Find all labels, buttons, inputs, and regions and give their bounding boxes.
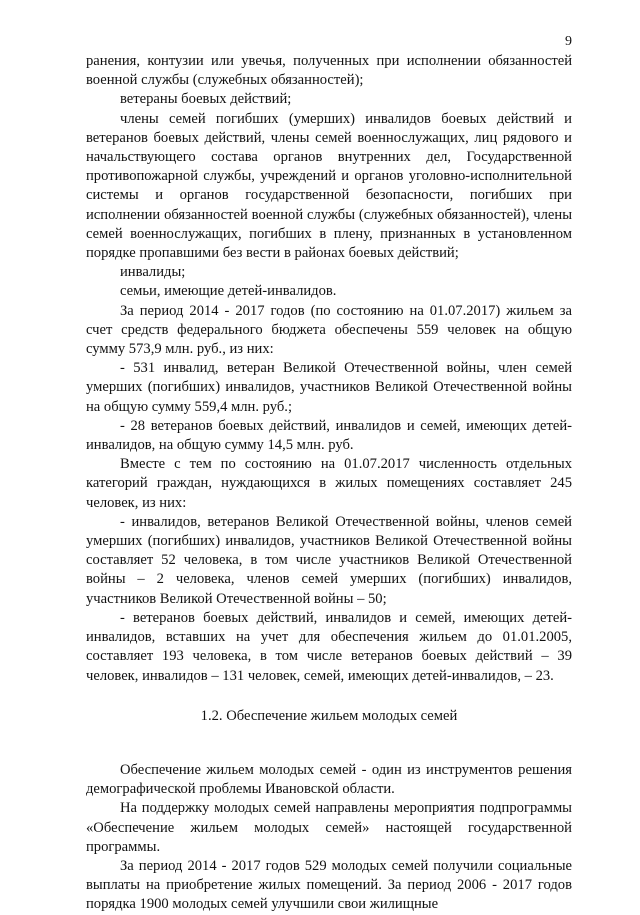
- page-body: [86, 52, 572, 915]
- paragraph: ранения, контузии или увечья, полученных при исполнении обязанностей военной службы (служебных обязанностей);: [86, 53, 572, 89]
- paragraph: На поддержку молодых семей направлены мероприятия подпрограммы «Обеспечение жильем молодых семей» настоящей государственной программы.: [86, 800, 572, 855]
- paragraph: ветераны боевых действий;: [120, 91, 292, 108]
- paragraph: семьи, имеющие детей-инвалидов.: [120, 283, 337, 300]
- page-number: 9: [565, 34, 572, 49]
- paragraph: Обеспечение жильем молодых семей - один из инструментов решения демографической проблемы Ивановской области.: [86, 761, 572, 798]
- paragraph: - инвалидов, ветеранов Великой Отечественной войны, членов семей умерших (погибших) инвалидов, участников Великой Отечественной войны составляет 52 человека, в том числе участников Великой Отечественной войны – 2 человека, членов семей умерших (погибших) инвалидов, участников Великой Отечественной войны – 50;: [86, 513, 572, 607]
- paragraph: - 531 инвалид, ветеран Великой Отечественной войны, член семей умерших (погибших) инвалидов, участников Великой Отечественной войны на общую сумму 559,4 млн. руб.;: [86, 360, 572, 415]
- paragraph: Вместе с тем по состоянию на 01.07.2017 численность отдельных категорий граждан, нуждающихся в жилых помещениях составляет 245 человек, из них:: [86, 456, 572, 511]
- paragraph: инвалиды;: [120, 264, 186, 281]
- paragraph: За период 2014 - 2017 годов (по состоянию на 01.07.2017) жильем за счет средств федерального бюджета обеспечены 559 человек на общую сумму 573,9 млн. руб., из них:: [86, 302, 572, 358]
- paragraph: - ветеранов боевых действий, инвалидов и семей, имеющих детей-инвалидов, вставших на учет для обеспечения жильем до 01.01.2005, составляет 193 человека, в том числе ветеранов боевых действий – 39 человек, инвалидов – 131 человек, семей, имеющих детей-инвалидов, – 23.: [86, 609, 572, 684]
- paragraph: - 28 ветеранов боевых действий, инвалидов и семей, имеющих детей-инвалидов, на общую сумму 14,5 млн. руб.: [86, 417, 572, 454]
- section-heading: 1.2. Обеспечение жильем молодых семей: [200, 707, 458, 724]
- paragraph: За период 2014 - 2017 годов 529 молодых семей получили социальные выплаты на приобретение жилых помещений. За период 2006 - 2017 годов порядка 1900 молодых семей улучшили свои жилищные: [86, 857, 572, 913]
- paragraph: члены семей погибших (умерших) инвалидов боевых действий и ветеранов боевых действий, члены семей военнослужащих, лиц рядового и начальствующего состава органов внутренних дел, Государственной противопожарной службы, учреждений и органов уголовно-исполнительной системы и органов государственной безопасности, погибших при исполнении обязанностей военной службы (служебных обязанностей), члены семей военнослужащих, погибших в плену, признанных в установленном порядке пропавшими без вести в районах боевых действий;: [86, 110, 572, 262]
